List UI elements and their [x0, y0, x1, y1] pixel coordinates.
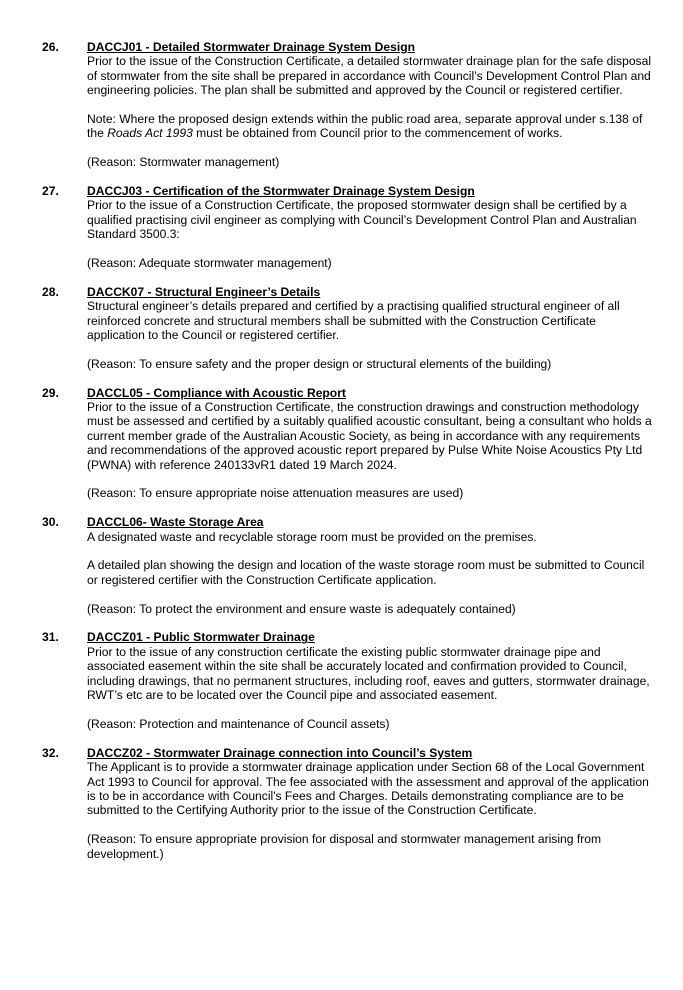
- condition-paragraph: Structural engineer’s details prepared and certified by a practising qualified structural engineer of all reinforced concrete and structural members shall be submitted with the Construction Certificate application to the Council or registered certifier.: [87, 299, 620, 343]
- condition-reason: (Reason: To ensure appropriate noise attenuation measures are used): [87, 486, 464, 501]
- condition-paragraph: Prior to the issue of any construction certificate the existing public stormwater drainage pipe and associated easement within the site shall be accurately located and confirmation provided to Council, including drawings, that no permanent structures, including roof, eaves and gutters, stormwater drainage, RWT’s etc are to be located over the Council pipe and associated easement.: [87, 644, 650, 703]
- condition-number: 29.: [42, 385, 59, 400]
- condition-31: [42, 630, 653, 731]
- condition-reason: (Reason: To ensure safety and the proper design or structural elements of the building): [87, 356, 552, 371]
- condition-reason: (Reason: To ensure appropriate provision for disposal and stormwater management arising from development.): [87, 832, 602, 861]
- condition-number: 32.: [42, 745, 59, 760]
- note-text: Note: Where the proposed design extends within the public road area, separate approval under s.138 of the: [87, 112, 643, 141]
- condition-heading: DACCL05 - Compliance with Acoustic Report: [87, 385, 346, 400]
- condition-paragraph: A detailed plan showing the design and location of the waste storage room must be submitted to Council or registered certifier with the Construction Certificate application.: [87, 558, 645, 587]
- condition-paragraph: A designated waste and recyclable storage room must be provided on the premises.: [87, 529, 537, 544]
- condition-number: 31.: [42, 630, 59, 645]
- condition-32: [42, 746, 653, 861]
- condition-heading: DACCJ01 - Detailed Stormwater Drainage System Design: [87, 40, 415, 54]
- condition-number: 30.: [42, 515, 59, 530]
- condition-reason: (Reason: Protection and maintenance of Council assets): [87, 716, 390, 731]
- condition-number: 27.: [42, 184, 59, 199]
- condition-reason: (Reason: To protect the environment and ensure waste is adequately contained): [87, 601, 516, 616]
- condition-body: [87, 746, 653, 861]
- condition-heading: DACCK07 - Structural Engineer’s Details: [87, 284, 321, 299]
- condition-28: [42, 285, 653, 371]
- condition-body: [87, 40, 653, 170]
- condition-reason: (Reason: Adequate stormwater management): [87, 256, 332, 271]
- condition-paragraph: Prior to the issue of the Construction Certificate, a detailed stormwater drainage plan for the safe disposal of stormwater from the site shall be prepared in accordance with Council’s Development Control Plan and engineering policies. The plan shall be submitted and approved by the Council or registered certifier.: [87, 54, 652, 98]
- condition-heading: DACCL06- Waste Storage Area: [87, 515, 264, 530]
- condition-26: [42, 40, 653, 170]
- condition-heading: DACCJ03 - Certification of the Stormwater Drainage System Design: [87, 184, 475, 199]
- condition-number: 26.: [42, 40, 59, 54]
- condition-heading: DACCZ02 - Stormwater Drainage connection into Council’s System: [87, 745, 473, 760]
- note-text-end: must be obtained from Council prior to the commencement of works.: [192, 126, 563, 141]
- condition-30: [42, 515, 653, 616]
- condition-paragraph: Prior to the issue of a Construction Certificate, the construction drawings and construction methodology must be assessed and certified by a suitably qualified acoustic consultant, being a consultant who holds a current member grade of the Australian Acoustic Society, as being in accordance with any requirements and recommendations of the approved acoustic report prepared by Pulse White Noise Acoustics Pty Ltd (PWNA) with reference 240133vR1 dated 19 March 2024.: [87, 400, 652, 472]
- condition-29: [42, 386, 653, 501]
- condition-heading: DACCZ01 - Public Stormwater Drainage: [87, 630, 315, 645]
- condition-note: [87, 112, 653, 141]
- condition-body: [87, 386, 653, 501]
- condition-paragraph: Prior to the issue of a Construction Certificate, the proposed stormwater design shall be certified by a qualified practising civil engineer as complying with Council’s Development Control Plan and Australian Standard 3500.3:: [87, 198, 637, 242]
- condition-number: 28.: [42, 284, 59, 299]
- condition-body: [87, 630, 653, 731]
- condition-body: [87, 285, 653, 371]
- condition-body: [87, 184, 653, 270]
- condition-27: [42, 184, 653, 270]
- condition-paragraph: The Applicant is to provide a stormwater drainage application under Section 68 of the Local Government Act 1993 to Council for approval. The fee associated with the assessment and approval of the application is to be in accordance with Council's Fees and Charges. Details demonstrating compliance are to be submitted to the Certifying Authority prior to the issue of the Construction Certificate.: [87, 760, 649, 818]
- condition-reason: (Reason: Stormwater management): [87, 155, 280, 170]
- condition-body: [87, 515, 653, 616]
- note-act-title: Roads Act 1993: [107, 126, 193, 141]
